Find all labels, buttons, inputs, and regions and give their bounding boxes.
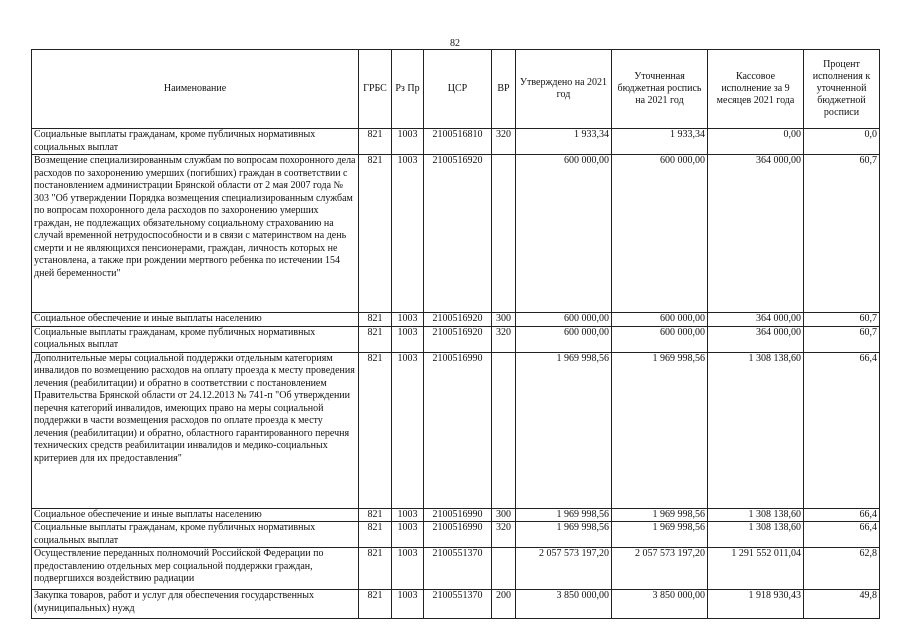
row-rz-pr: 1003 — [392, 129, 424, 155]
row-vr — [492, 548, 516, 590]
row-percent: 66,4 — [804, 352, 880, 508]
row-refined: 600 000,00 — [612, 326, 708, 352]
row-vr: 300 — [492, 508, 516, 522]
table-row — [32, 313, 880, 327]
row-approved: 600 000,00 — [516, 155, 612, 313]
row-name: Социальные выплаты гражданам, кроме публичных нормативных социальных выплат — [32, 129, 359, 155]
row-rz-pr: 1003 — [392, 548, 424, 590]
row-refined: 3 850 000,00 — [612, 590, 708, 619]
row-percent: 66,4 — [804, 508, 880, 522]
header-row — [32, 50, 880, 129]
row-approved: 2 057 573 197,20 — [516, 548, 612, 590]
row-refined: 1 933,34 — [612, 129, 708, 155]
row-rz-pr: 1003 — [392, 508, 424, 522]
header-approved: Утверждено на 2021 год — [516, 50, 612, 129]
row-vr: 320 — [492, 326, 516, 352]
row-approved: 600 000,00 — [516, 313, 612, 327]
row-rz-pr: 1003 — [392, 522, 424, 548]
row-cash: 364 000,00 — [708, 313, 804, 327]
row-refined: 1 969 998,56 — [612, 352, 708, 508]
row-csr: 2100551370 — [424, 548, 492, 590]
header-refined: Уточненная бюджетная роспись на 2021 год — [612, 50, 708, 129]
row-csr: 2100516810 — [424, 129, 492, 155]
row-grbs: 821 — [359, 129, 392, 155]
table-row — [32, 155, 880, 313]
row-cash: 1 918 930,43 — [708, 590, 804, 619]
table-row — [32, 522, 880, 548]
row-percent: 60,7 — [804, 313, 880, 327]
row-vr: 300 — [492, 313, 516, 327]
row-grbs: 821 — [359, 326, 392, 352]
row-csr: 2100516920 — [424, 326, 492, 352]
table-row — [32, 548, 880, 590]
page-number: 82 — [450, 38, 460, 49]
table-row — [32, 326, 880, 352]
row-grbs: 821 — [359, 548, 392, 590]
row-approved: 1 933,34 — [516, 129, 612, 155]
row-approved: 3 850 000,00 — [516, 590, 612, 619]
row-rz-pr: 1003 — [392, 326, 424, 352]
row-csr: 2100516990 — [424, 522, 492, 548]
row-refined: 600 000,00 — [612, 313, 708, 327]
row-cash: 1 291 552 011,04 — [708, 548, 804, 590]
row-vr — [492, 155, 516, 313]
header-name: Наименование — [32, 50, 359, 129]
row-vr: 320 — [492, 522, 516, 548]
header-grbs: ГРБС — [359, 50, 392, 129]
row-vr — [492, 352, 516, 508]
row-grbs: 821 — [359, 313, 392, 327]
row-percent: 60,7 — [804, 155, 880, 313]
row-percent: 49,8 — [804, 590, 880, 619]
table-row — [32, 590, 880, 619]
row-grbs: 821 — [359, 522, 392, 548]
header-percent: Процент исполнения к уточненной бюджетной росписи — [804, 50, 880, 129]
row-percent: 62,8 — [804, 548, 880, 590]
table-row — [32, 352, 880, 508]
row-rz-pr: 1003 — [392, 313, 424, 327]
row-vr: 200 — [492, 590, 516, 619]
header-vr: ВР — [492, 50, 516, 129]
row-grbs: 821 — [359, 590, 392, 619]
row-name: Возмещение специализированным службам по вопросам похоронного дела расходов по захоронению умерших (погибших) граждан в соответствии с постановлением администрации Брянской области от 2 мая 2007 года № 303 "Об утверждении Порядка возмещения специализированным службам по вопросам похоронного дела расходов по захоронению умерших граждан, не подлежащих обязательному социальному страхованию на случай временной нетрудоспособности и в связи с материнством на день смерти и не являющихся пенсионерами, граждан, личность которых не установлена, а также при рождении мертвого ребенка по истечении 154 дней беременности" — [32, 155, 359, 313]
budget-table — [31, 49, 880, 619]
row-cash: 1 308 138,60 — [708, 522, 804, 548]
row-name: Осуществление переданных полномочий Российской Федерации по предоставлению отдельных мер социальной поддержки граждан, подвергшихся воздействию радиации — [32, 548, 359, 590]
row-approved: 1 969 998,56 — [516, 352, 612, 508]
table-row — [32, 129, 880, 155]
row-cash: 364 000,00 — [708, 155, 804, 313]
row-name: Социальные выплаты гражданам, кроме публичных нормативных социальных выплат — [32, 522, 359, 548]
row-csr: 2100516990 — [424, 352, 492, 508]
row-percent: 60,7 — [804, 326, 880, 352]
row-approved: 1 969 998,56 — [516, 508, 612, 522]
row-csr: 2100516920 — [424, 313, 492, 327]
row-name: Социальные выплаты гражданам, кроме публичных нормативных социальных выплат — [32, 326, 359, 352]
row-approved: 1 969 998,56 — [516, 522, 612, 548]
row-refined: 600 000,00 — [612, 155, 708, 313]
row-vr: 320 — [492, 129, 516, 155]
row-cash: 1 308 138,60 — [708, 508, 804, 522]
row-csr: 2100516920 — [424, 155, 492, 313]
row-csr: 2100516990 — [424, 508, 492, 522]
row-name: Социальное обеспечение и иные выплаты населению — [32, 508, 359, 522]
row-rz-pr: 1003 — [392, 352, 424, 508]
row-csr: 2100551370 — [424, 590, 492, 619]
row-name: Дополнительные меры социальной поддержки отдельным категориям инвалидов по возмещению расходов на оплату проезда к месту проведения лечения (реабилитации) и обратно в соответствии с постановлением Правительства Брянской области от 24.12.2013 № 741-п "Об утверждении перечня категорий инвалидов, имеющих право на меры социальной поддержки в части возмещения расходов по оплате проезда к месту лечения (реабилитации) и обратно, областного гарантированного перечня технических средств реабилитации инвалидов и медико-социальных критериев для их предоставления" — [32, 352, 359, 508]
row-refined: 1 969 998,56 — [612, 508, 708, 522]
header-csr: ЦСР — [424, 50, 492, 129]
row-cash: 0,00 — [708, 129, 804, 155]
header-rz-pr: Рз Пр — [392, 50, 424, 129]
row-refined: 2 057 573 197,20 — [612, 548, 708, 590]
row-rz-pr: 1003 — [392, 155, 424, 313]
row-percent: 0,0 — [804, 129, 880, 155]
row-cash: 1 308 138,60 — [708, 352, 804, 508]
row-grbs: 821 — [359, 155, 392, 313]
header-cash: Кассовое исполнение за 9 месяцев 2021 года — [708, 50, 804, 129]
row-name: Закупка товаров, работ и услуг для обеспечения государственных (муниципальных) нужд — [32, 590, 359, 619]
row-grbs: 821 — [359, 352, 392, 508]
row-grbs: 821 — [359, 508, 392, 522]
row-rz-pr: 1003 — [392, 590, 424, 619]
row-name: Социальное обеспечение и иные выплаты населению — [32, 313, 359, 327]
row-percent: 66,4 — [804, 522, 880, 548]
table-row — [32, 508, 880, 522]
row-approved: 600 000,00 — [516, 326, 612, 352]
row-cash: 364 000,00 — [708, 326, 804, 352]
row-refined: 1 969 998,56 — [612, 522, 708, 548]
